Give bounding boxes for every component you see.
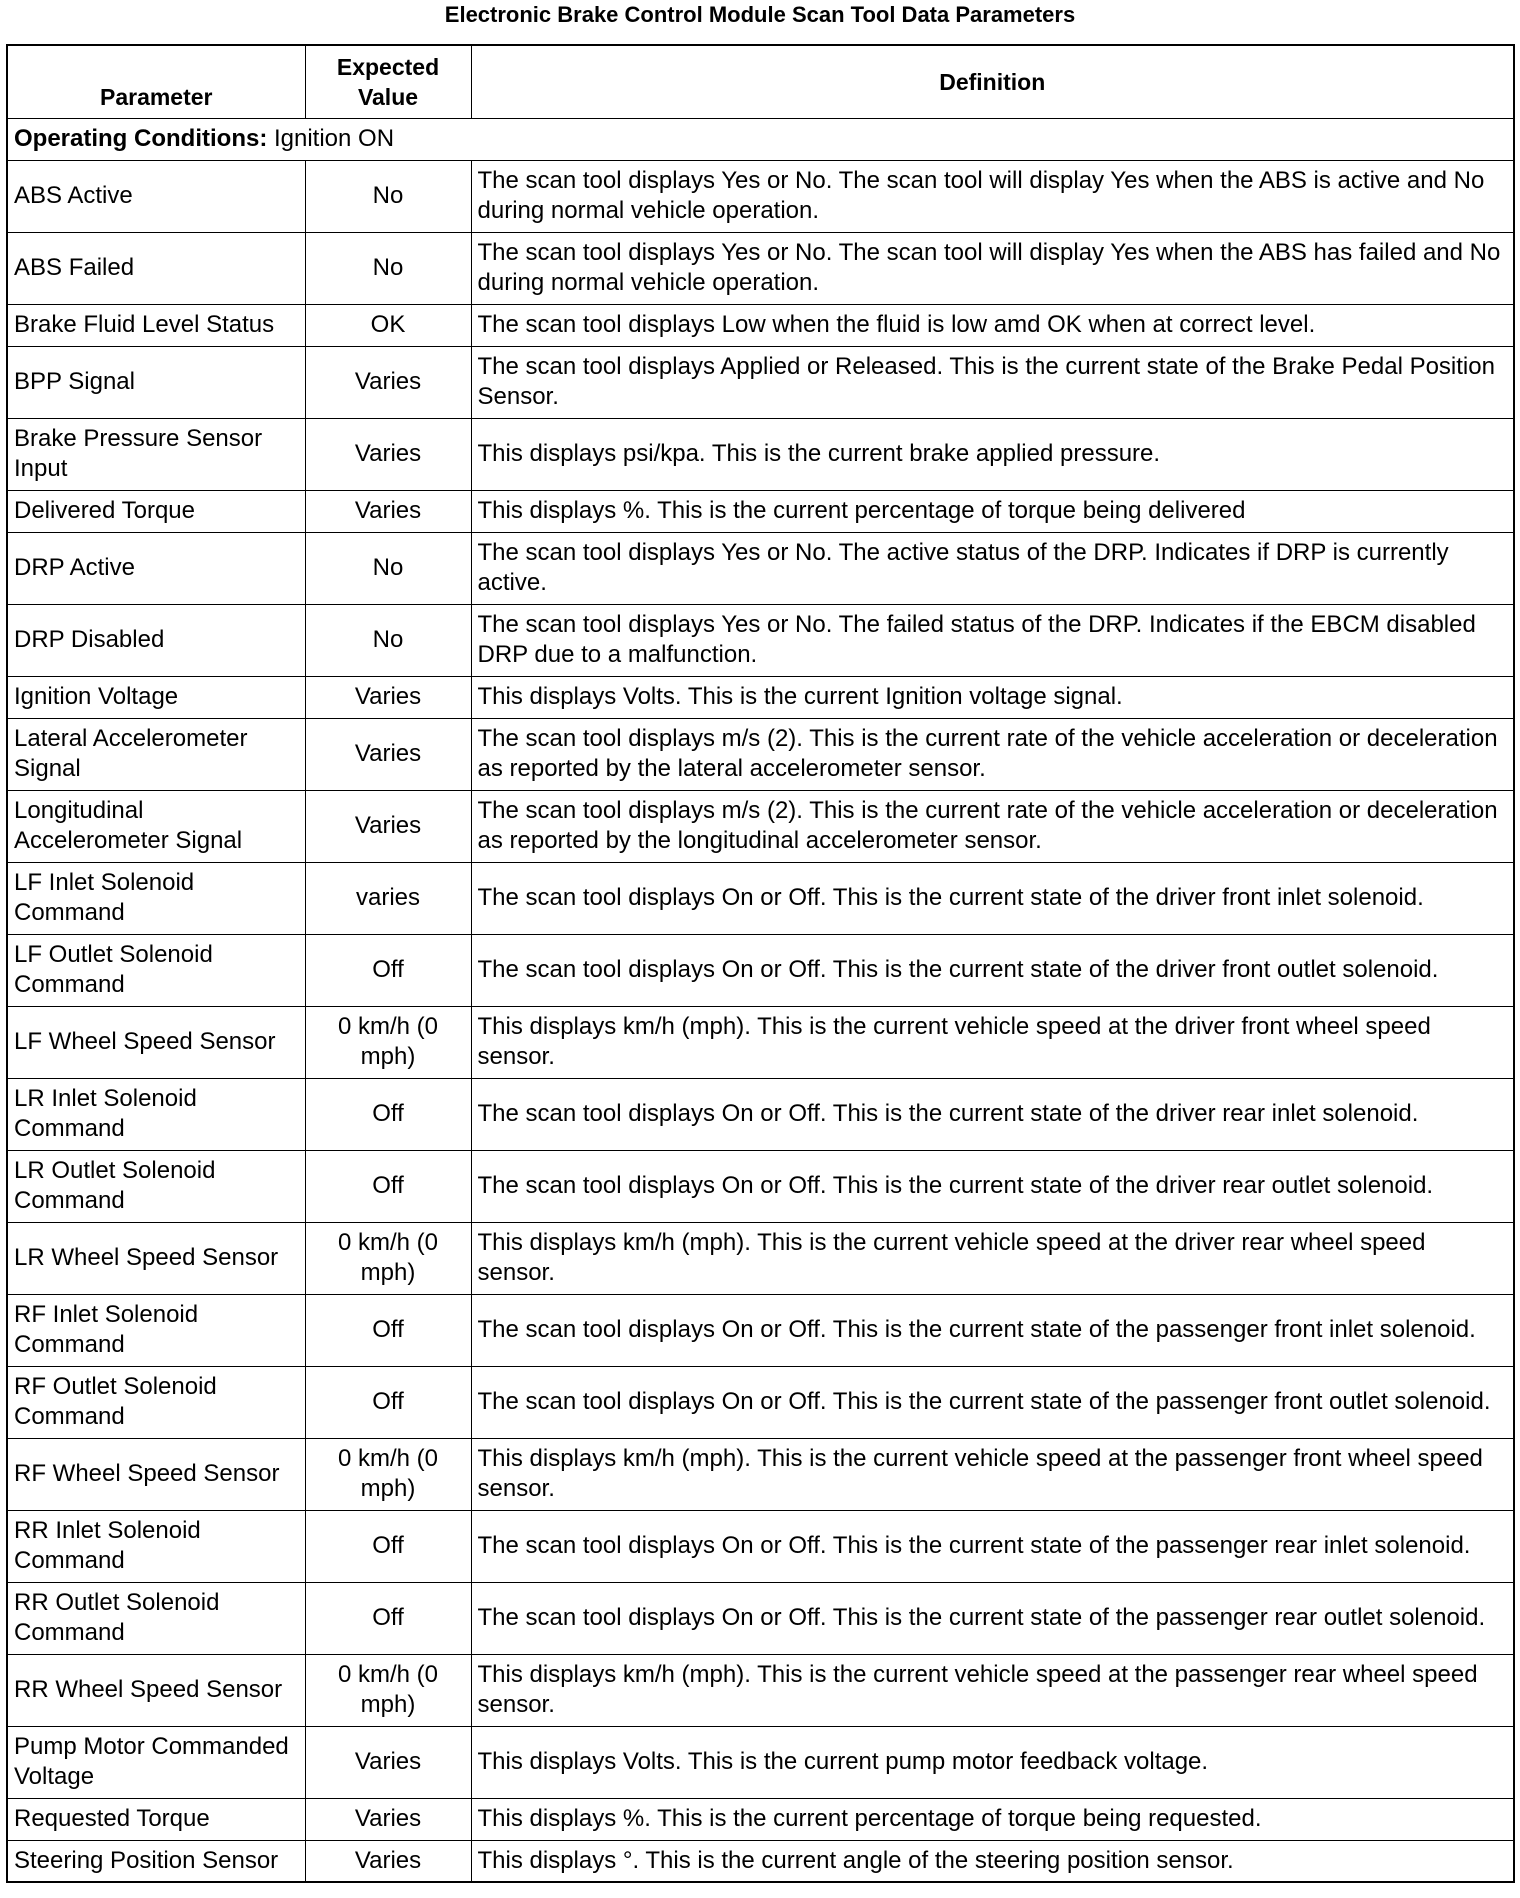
table-row [7, 934, 1514, 1006]
table-row [7, 232, 1514, 304]
parameter-cell: ABS Active [7, 160, 305, 232]
expected-value-cell: Off [305, 1078, 471, 1150]
definition-cell: This displays %. This is the current percentage of torque being requested. [471, 1798, 1514, 1840]
table-row [7, 1654, 1514, 1726]
operating-conditions-value: Ignition ON [273, 125, 395, 152]
document-title: Electronic Brake Control Module Scan Tool Data Parameters [444, 2, 1076, 27]
table-row [7, 490, 1514, 532]
parameter-cell: LR Wheel Speed Sensor [7, 1222, 305, 1294]
definition-cell: This displays km/h (mph). This is the current vehicle speed at the passenger front wheel speed sensor. [471, 1438, 1514, 1510]
parameters-table [6, 44, 1515, 1883]
expected-value-cell: Varies [305, 418, 471, 490]
definition-cell: The scan tool displays Applied or Released. This is the current state of the Brake Pedal Position Sensor. [471, 346, 1514, 418]
operating-conditions-row [7, 118, 1514, 160]
expected-value-cell: No [305, 160, 471, 232]
definition-cell: The scan tool displays Yes or No. The active status of the DRP. Indicates if DRP is currently active. [471, 532, 1514, 604]
table-row [7, 1294, 1514, 1366]
parameter-cell: DRP Active [7, 532, 305, 604]
operating-conditions [7, 118, 1514, 160]
expected-value-cell: Varies [305, 490, 471, 532]
parameter-cell: Ignition Voltage [7, 676, 305, 718]
expected-value-cell: OK [305, 304, 471, 346]
header-parameter: Parameter [7, 45, 305, 118]
definition-cell: This displays psi/kpa. This is the current brake applied pressure. [471, 418, 1514, 490]
parameter-cell: RF Outlet Solenoid Command [7, 1366, 305, 1438]
expected-value-cell: Off [305, 1366, 471, 1438]
table-row [7, 1006, 1514, 1078]
table-row [7, 1840, 1514, 1882]
parameter-cell: Longitudinal Accelerometer Signal [7, 790, 305, 862]
definition-cell: The scan tool displays On or Off. This is the current state of the passenger front outlet solenoid. [471, 1366, 1514, 1438]
expected-value-cell: No [305, 232, 471, 304]
header-expected-value: Expected Value [305, 45, 471, 118]
table-row [7, 1726, 1514, 1798]
table-row [7, 1078, 1514, 1150]
definition-cell: The scan tool displays On or Off. This is the current state of the passenger rear inlet solenoid. [471, 1510, 1514, 1582]
expected-value-cell: Varies [305, 676, 471, 718]
expected-value-cell: No [305, 604, 471, 676]
expected-value-cell: Varies [305, 1798, 471, 1840]
table-row [7, 1798, 1514, 1840]
parameter-cell: RR Outlet Solenoid Command [7, 1582, 305, 1654]
definition-cell: The scan tool displays Yes or No. The scan tool will display Yes when the ABS is active and No during normal vehicle operation. [471, 160, 1514, 232]
table-row [7, 1366, 1514, 1438]
expected-value-cell: 0 km/h (0 mph) [305, 1222, 471, 1294]
definition-cell: The scan tool displays Low when the fluid is low amd OK when at correct level. [471, 304, 1514, 346]
table-row [7, 1150, 1514, 1222]
definition-cell: The scan tool displays Yes or No. The scan tool will display Yes when the ABS has failed and No during normal vehicle operation. [471, 232, 1514, 304]
table-row [7, 1582, 1514, 1654]
parameter-cell: Requested Torque [7, 1798, 305, 1840]
parameter-cell: RF Inlet Solenoid Command [7, 1294, 305, 1366]
header-definition: Definition [471, 45, 1514, 118]
parameter-cell: Pump Motor Commanded Voltage [7, 1726, 305, 1798]
table-row [7, 418, 1514, 490]
expected-value-cell: Varies [305, 1726, 471, 1798]
definition-cell: The scan tool displays Yes or No. The failed status of the DRP. Indicates if the EBCM disabled DRP due to a malfunction. [471, 604, 1514, 676]
definition-cell: The scan tool displays m/s (2). This is the current rate of the vehicle acceleration or deceleration as reported by the longitudinal accelerometer sensor. [471, 790, 1514, 862]
definition-cell: This displays km/h (mph). This is the current vehicle speed at the driver rear wheel speed sensor. [471, 1222, 1514, 1294]
parameter-cell: Delivered Torque [7, 490, 305, 532]
definition-cell: This displays Volts. This is the current Ignition voltage signal. [471, 676, 1514, 718]
table-row [7, 1510, 1514, 1582]
expected-value-cell: varies [305, 862, 471, 934]
parameter-cell: RR Inlet Solenoid Command [7, 1510, 305, 1582]
parameter-cell: Brake Pressure Sensor Input [7, 418, 305, 490]
table-row [7, 790, 1514, 862]
definition-cell: This displays °. This is the current angle of the steering position sensor. [471, 1840, 1514, 1882]
expected-value-cell: Off [305, 1582, 471, 1654]
parameter-cell: Lateral Accelerometer Signal [7, 718, 305, 790]
expected-value-cell: Varies [305, 1840, 471, 1882]
definition-cell: This displays %. This is the current percentage of torque being delivered [471, 490, 1514, 532]
parameter-cell: LF Inlet Solenoid Command [7, 862, 305, 934]
expected-value-cell: Varies [305, 346, 471, 418]
definition-cell: The scan tool displays On or Off. This is the current state of the driver rear inlet solenoid. [471, 1078, 1514, 1150]
table-row [7, 1222, 1514, 1294]
table-row [7, 532, 1514, 604]
parameter-cell: RR Wheel Speed Sensor [7, 1654, 305, 1726]
definition-cell: This displays km/h (mph). This is the current vehicle speed at the driver front wheel speed sensor. [471, 1006, 1514, 1078]
parameter-cell: RF Wheel Speed Sensor [7, 1438, 305, 1510]
table-row [7, 604, 1514, 676]
expected-value-cell: Off [305, 1510, 471, 1582]
table-row [7, 862, 1514, 934]
table-row [7, 346, 1514, 418]
parameter-cell: Brake Fluid Level Status [7, 304, 305, 346]
expected-value-cell: 0 km/h (0 mph) [305, 1654, 471, 1726]
parameter-cell: DRP Disabled [7, 604, 305, 676]
table-row [7, 160, 1514, 232]
parameter-cell: BPP Signal [7, 346, 305, 418]
table-header-row [7, 45, 1514, 118]
parameter-cell: LR Inlet Solenoid Command [7, 1078, 305, 1150]
table-row [7, 676, 1514, 718]
parameter-cell: ABS Failed [7, 232, 305, 304]
expected-value-cell: Varies [305, 790, 471, 862]
expected-value-cell: 0 km/h (0 mph) [305, 1438, 471, 1510]
definition-cell: This displays Volts. This is the current pump motor feedback voltage. [471, 1726, 1514, 1798]
definition-cell: The scan tool displays On or Off. This is the current state of the passenger front inlet solenoid. [471, 1294, 1514, 1366]
parameter-cell: LR Outlet Solenoid Command [7, 1150, 305, 1222]
parameter-cell: LF Wheel Speed Sensor [7, 1006, 305, 1078]
definition-cell: The scan tool displays m/s (2). This is the current rate of the vehicle acceleration or deceleration as reported by the lateral accelerometer sensor. [471, 718, 1514, 790]
expected-value-cell: Off [305, 1150, 471, 1222]
definition-cell: The scan tool displays On or Off. This is the current state of the driver rear outlet solenoid. [471, 1150, 1514, 1222]
parameter-cell: LF Outlet Solenoid Command [7, 934, 305, 1006]
expected-value-cell: No [305, 532, 471, 604]
definition-cell: The scan tool displays On or Off. This is the current state of the driver front outlet solenoid. [471, 934, 1514, 1006]
expected-value-cell: 0 km/h (0 mph) [305, 1006, 471, 1078]
expected-value-cell: Varies [305, 718, 471, 790]
expected-value-cell: Off [305, 1294, 471, 1366]
definition-cell: This displays km/h (mph). This is the current vehicle speed at the passenger rear wheel speed sensor. [471, 1654, 1514, 1726]
table-row [7, 1438, 1514, 1510]
definition-cell: The scan tool displays On or Off. This is the current state of the driver front inlet solenoid. [471, 862, 1514, 934]
definition-cell: The scan tool displays On or Off. This is the current state of the passenger rear outlet solenoid. [471, 1582, 1514, 1654]
operating-conditions-label: Operating Conditions: [14, 125, 268, 152]
table-row [7, 718, 1514, 790]
expected-value-cell: Off [305, 934, 471, 1006]
table-row [7, 304, 1514, 346]
parameter-cell: Steering Position Sensor [7, 1840, 305, 1882]
